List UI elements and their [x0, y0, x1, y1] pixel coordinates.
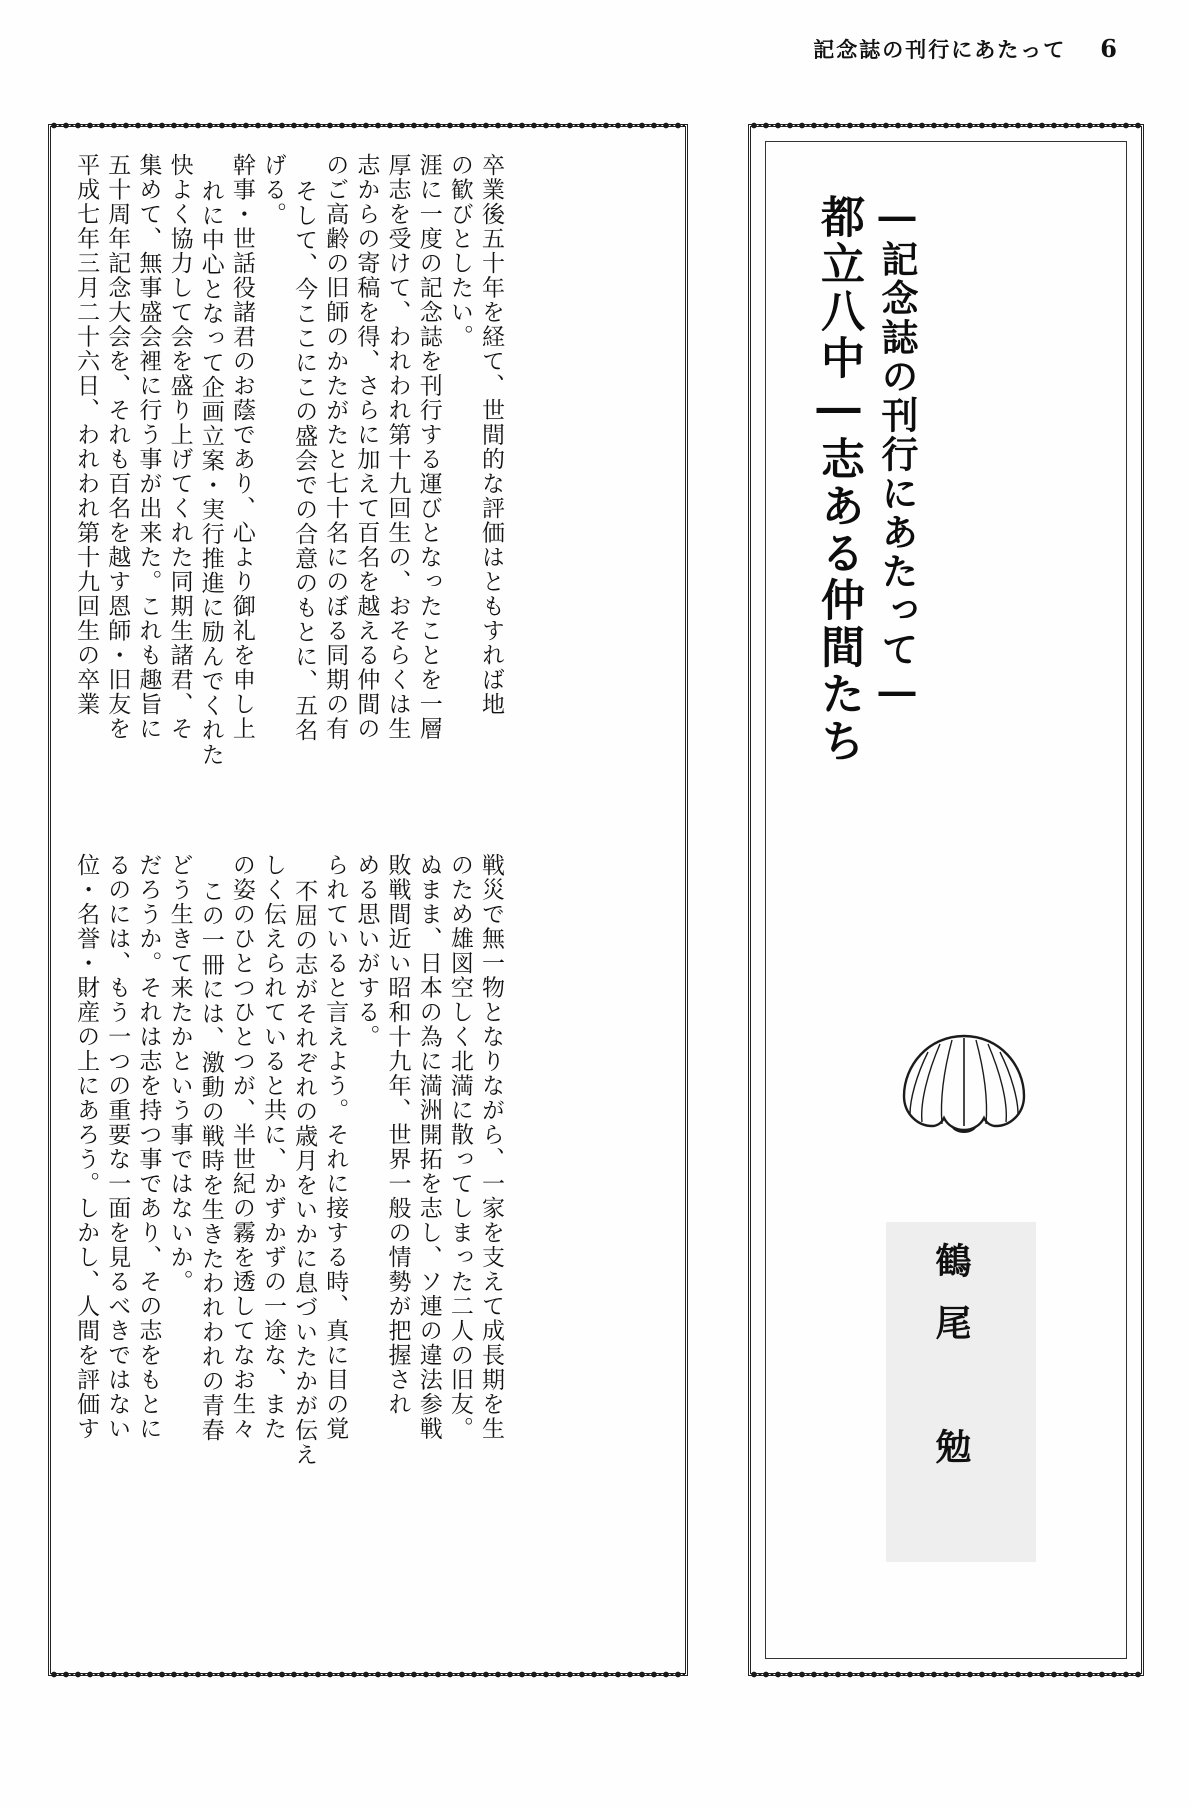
- running-head: [813, 34, 1117, 64]
- text-line: 志からの寄稿を得、さらに加えて百名を越える仲間の: [353, 153, 380, 741]
- text-line: 幹事・世話役諸君のお蔭であり、心より御礼を申し上: [228, 153, 255, 741]
- text-line: 位・名誉・財産の上にあろう。しかし、人間を評価す: [73, 853, 100, 1441]
- text-line: める思いがする。: [353, 853, 380, 1049]
- text-line: そして、今ここにこの盛会での合意のもとに、五名: [291, 179, 318, 743]
- text-line: 集めて、無事盛会裡に行う事が出来た。これも趣旨に: [135, 153, 162, 741]
- text-line: の姿のひとつひとつが、半世紀の霧を透してなお生々: [228, 853, 255, 1441]
- title-frame: [748, 124, 1144, 1676]
- text-line: るのには、もう一つの重要な一面を見るべきではない: [104, 853, 131, 1441]
- text-line: のため雄図空しく北満に散ってしまった二人の旧友。: [446, 853, 473, 1441]
- text-line: どう生きて来たかという事ではないか。: [166, 853, 193, 1294]
- text-line: の歓びとしたい。: [446, 153, 473, 349]
- text-line: れに中心となって企画立案・実行推進に励んでくれた: [197, 179, 224, 767]
- text-line: 快よく協力して会を盛り上げてくれた同期生諸君、そ: [166, 153, 193, 741]
- text-line: 涯に一度の記念誌を刊行する運びとなったことを一層: [415, 153, 442, 741]
- text-line: 五十周年記念大会を、それも百名を越す恩師・旧友を: [104, 153, 131, 741]
- text-line: ぬまま、日本の為に満洲開拓を志し、ソ連の違法参戦: [415, 853, 442, 1441]
- document-title-group: [806, 194, 938, 894]
- page-subtitle: ―記念誌の刊行にあたって―: [875, 194, 919, 715]
- body-column-top: [67, 153, 667, 833]
- text-line: 敗戦間近い昭和十九年、世界一般の情勢が把握され: [384, 853, 411, 1417]
- text-line: げる。: [259, 153, 286, 227]
- text-line: 卒業後五十年を経て、世間的な評価はともすれば地: [477, 153, 504, 717]
- page-number: 6: [1100, 34, 1117, 63]
- title-inner-border: [765, 141, 1127, 1659]
- running-head-title: 記念誌の刊行にあたって: [813, 37, 1067, 62]
- text-line: 戦災で無一物となりながら、一家を支えて成長期を生: [477, 853, 504, 1441]
- scallop-shell-icon: [894, 1022, 1034, 1142]
- body-column-bottom: [67, 853, 667, 1543]
- body-text-frame: [48, 124, 688, 1676]
- text-line: この一冊には、激動の戦時を生きたわれわれの青春: [197, 879, 224, 1443]
- text-line: 平成七年三月二十六日、われわれ第十九回生の卒業: [73, 153, 100, 717]
- text-line: られていると言えよう。それに接する時、真に目の覚: [322, 853, 349, 1441]
- text-line: だろうか。それは志を持つ事であり、その志をもとに: [135, 853, 162, 1441]
- text-line: 厚志を受けて、われわれ第十九回生の、おそらくは生: [384, 153, 411, 741]
- text-line: 不屈の志がそれぞれの歳月をいかに息づいたかが伝え: [291, 879, 318, 1467]
- text-line: のご高齢の旧師のかたがたと七十名にのぼる同期の有: [322, 153, 349, 741]
- author-name: 鶴尾 勉: [930, 1242, 972, 1490]
- text-line: しく伝えられていると共に、かずかずの一途な、また: [259, 853, 286, 1441]
- page-title: 都立八中―志ある仲間たち: [813, 194, 864, 765]
